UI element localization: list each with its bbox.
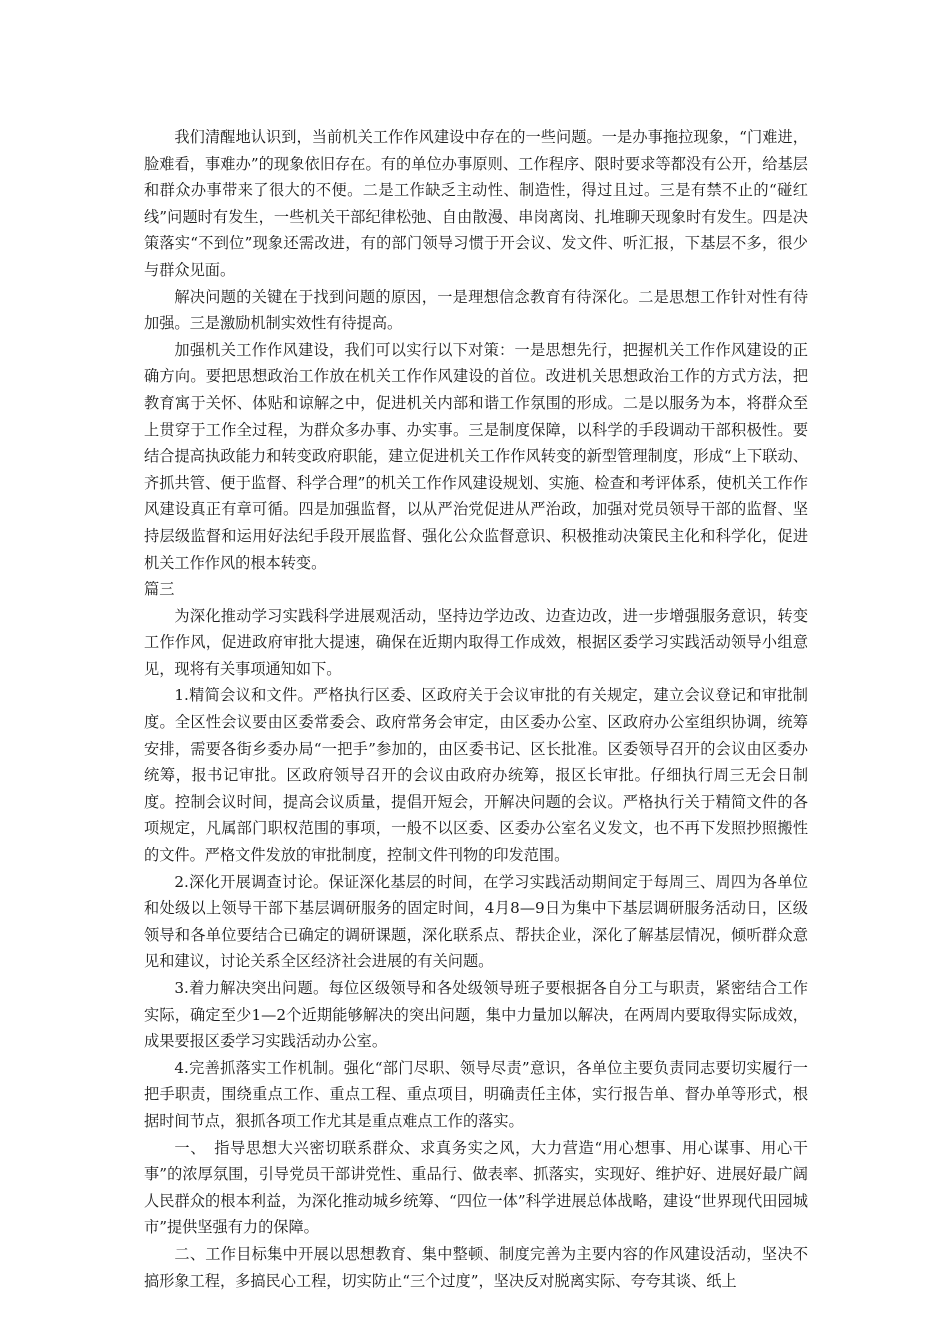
paragraph-guiding-ideology: 一、 指导思想大兴密切联系群众、求真务实之风，大力营造“用心想事、用心谋事、用心干事”的浓厚氛围，引导党员干部讲党性、重品行、做表率、抓落实，实现好、维护好、进展好最广阔人民群众的根本利益，为深化推动城乡统筹、“四位一体”科学进展总体战略，建设“世界现代田园城市”提供坚强有力的保障。 [144,1138,808,1237]
paragraph-item-2: 2.深化开展调查讨论。保证深化基层的时间，在学习实践活动期间定于每周三、周四为各单位和处级以上领导干部下基层调研服务的固定时间，4月8—9日为集中下基层调研服务活动日，区级领导和各单位要结合已确定的调研课题，深化联系点、帮扶企业，深化了解基层情况，倾听群众意见和建议，讨论关系全区经济社会进展的有关问题。 [144,872,808,971]
paragraph-work-goals: 二、工作目标集中开展以思想教育、集中整顿、制度完善为主要内容的作风建设活动，坚决不搞形象工程，多搞民心工程，切实防止“三个过度”，坚决反对脱离实际、夸夸其谈、纸上 [144,1244,808,1290]
paragraph-item-3: 3.着力解决突出问题。每位区级领导和各处级领导班子要根据各自分工与职责，紧密结合工作实际，确定至少1—2个近期能够解决的突出问题，集中力量加以解决，在两周内要取得实际成效，成果要报区委学习实践活动办公室。 [144,979,808,1051]
paragraph-item-1: 1.精简会议和文件。严格执行区委、区政府关于会议审批的有关规定，建立会议登记和审批制度。全区性会议要由区委常委会、政府常务会审定，由区委办公室、区政府办公室组织协调，统筹安排，需要各街乡委办局“一把手”参加的，由区委书记、区长批准。区委领导召开的会议由区委办统筹，报书记审批。区政府领导召开的会议由政府办统筹，报区长审批。仔细执行周三无会日制度。控制会议时间，提高会议质量，提倡开短会，开解决问题的会议。严格执行关于精简文件的各项规定，凡属部门职权范围的事项，一般不以区委、区委办公室名义发文，也不再下发照抄照搬性的文件。严格文件发放的审批制度，控制文件刊物的印发范围。 [144,686,808,865]
paragraph-item-4: 4.完善抓落实工作机制。强化“部门尽职、领导尽责”意识，各单位主要负责同志要切实履行一把手职责，围绕重点工作、重点工程、重点项目，明确责任主体，实行报告单、督办单等形式，根据时间节点，狠抓各项工作尤其是重点难点工作的落实。 [144,1058,808,1130]
paragraph-causes: 解决问题的关键在于找到问题的原因，一是理想信念教育有待深化。二是思想工作针对性有待加强。三是激励机制实效性有待提高。 [144,287,808,333]
paragraph-countermeasures: 加强机关工作作风建设，我们可以实行以下对策：一是思想先行，把握机关工作作风建设的正确方向。要把思想政治工作放在机关工作作风建设的首位。改进机关思想政治工作的方式方法，把教育寓于关怀、体贴和谅解之中，促进机关内部和谐工作氛围的形成。二是以服务为本，将群众至上贯穿于工作全过程，为群众多办事、办实事。三是制度保障，以科学的手段调动干部积极性。要结合提高执政能力和转变政府职能，建立促进机关工作作风转变的新型管理制度，形成“上下联动、齐抓共管、便于监督、科学合理”的机关工作作风建设规划、实施、检查和考评体系，使机关工作作风建设真正有章可循。四是加强监督，以从严治党促进从严治政，加强对党员领导干部的监督、坚持层级监督和运用好法纪手段开展监督、强化公众监督意识、积极推动决策民主化和科学化，促进机关工作作风的根本转变。 [144,340,808,572]
paragraph-problems: 我们清醒地认识到，当前机关工作作风建设中存在的一些问题。一是办事拖拉现象，“门难进，脸难看，事难办”的现象依旧存在。有的单位办事原则、工作程序、限时要求等都没有公开，给基层和群众办事带来了很大的不便。二是工作缺乏主动性、制造性，得过且过。三是有禁不止的“碰红线”问题时有发生，一些机关干部纪律松弛、自由散漫、串岗离岗、扎堆聊天现象时有发生。四是决策落实“不到位”现象还需改进，有的部门领导习惯于开会议、发文件、听汇报，下基层不多，很少与群众见面。 [144,128,808,279]
section-heading: 篇三 [144,580,175,599]
paragraph-notice-intro: 为深化推动学习实践科学进展观活动，坚持边学边改、边查边改，进一步增强服务意识，转变工作作风，促进政府审批大提速，确保在近期内取得工作成效，根据区委学习实践活动领导小组意见，现将有关事项通知如下。 [144,606,808,678]
document-body [144,124,808,1294]
